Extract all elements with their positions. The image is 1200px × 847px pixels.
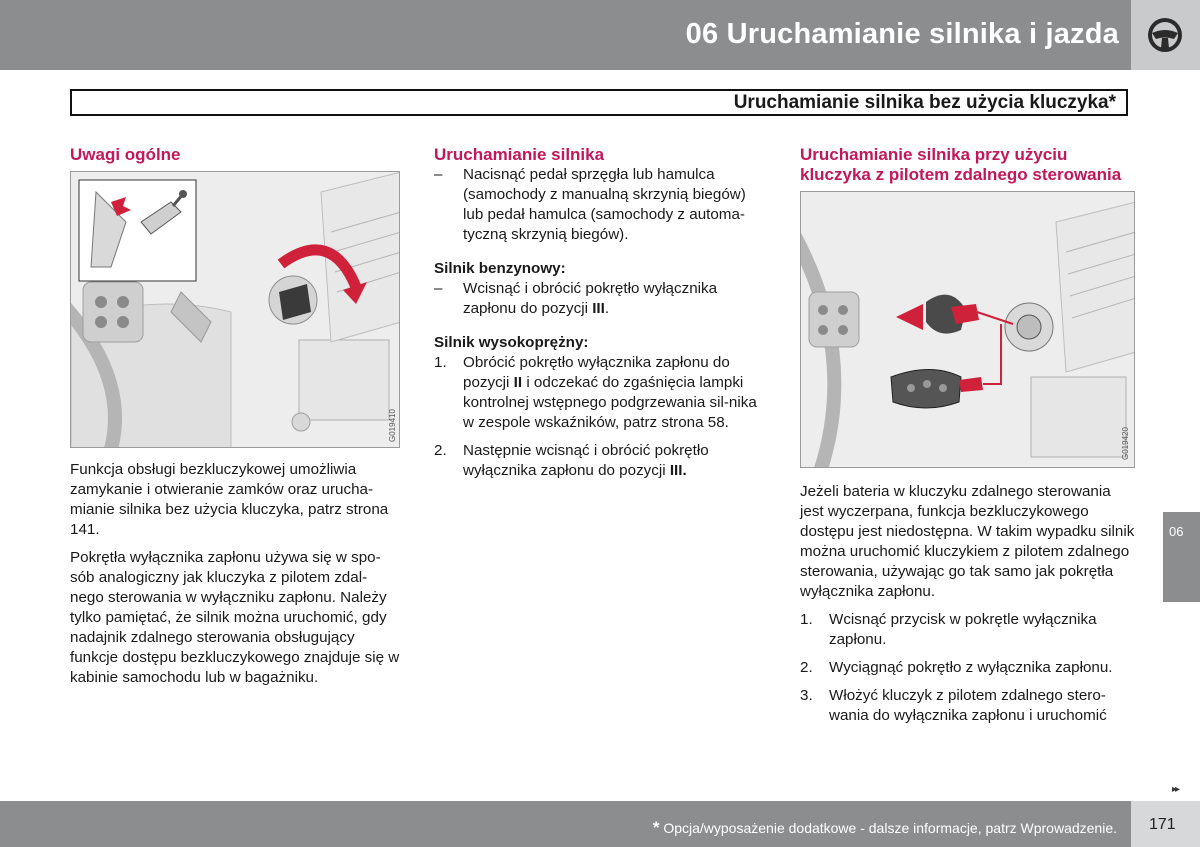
step-text: Wcisnąć i obrócić pokrętło wyłącznika zapłonu do pozycji bbox=[463, 280, 718, 317]
step-text: Wcisnąć przycisk w pokrętle wyłącznika zapłonu. bbox=[829, 611, 1097, 648]
footer-bar bbox=[0, 801, 1131, 847]
steering-wheel-icon bbox=[1146, 16, 1184, 54]
number-marker: 1. bbox=[800, 611, 813, 628]
heading-general-notes: Uwagi ogólne bbox=[70, 145, 181, 164]
number-marker: 2. bbox=[800, 659, 813, 676]
position-label: III. bbox=[669, 462, 687, 479]
step-diesel-2 bbox=[434, 441, 770, 481]
chapter-title: 06 Uruchamianie silnika i jazda bbox=[685, 18, 1119, 50]
column-engine-start bbox=[434, 145, 770, 481]
page-number: 171 bbox=[1149, 816, 1176, 833]
step-text: Włożyć kluczyk z pilotem zdalnego stero-wania do wyłącznika zapłonu i uruchomić bbox=[829, 687, 1107, 724]
column-general-notes bbox=[70, 145, 400, 688]
section-title-box bbox=[70, 89, 1128, 116]
step-text: Wyciągnąć pokrętło z wyłącznika zapłonu. bbox=[829, 659, 1113, 676]
step-text: Nacisnąć pedał sprzęgła lub hamulca (samochody z manualną skrzynią biegów) lub pedał hamulca (samochody z automa-tyczną skrzynią biegów). bbox=[463, 166, 746, 243]
step-diesel-1 bbox=[434, 353, 770, 433]
step-text: Obrócić pokrętło wyłącznika zapłonu do pozycji bbox=[463, 354, 730, 391]
step-petrol bbox=[434, 279, 770, 319]
remote-key-figure bbox=[800, 191, 1135, 468]
step-text-suffix: . bbox=[604, 300, 610, 317]
chapter-side-tab[interactable] bbox=[1163, 512, 1200, 602]
position-label: III bbox=[592, 300, 605, 317]
key-insertion-illustration bbox=[801, 192, 1135, 468]
asterisk-mark: * bbox=[652, 818, 660, 837]
number-marker: 2. bbox=[434, 442, 447, 459]
dash-marker: – bbox=[434, 166, 443, 183]
step-press-pedal bbox=[434, 165, 770, 245]
continue-arrow-icon: ▸▸ bbox=[1172, 784, 1179, 795]
ignition-knob-figure bbox=[70, 171, 400, 448]
step-remote-2 bbox=[800, 658, 1135, 678]
number-marker: 3. bbox=[800, 687, 813, 704]
step-remote-1 bbox=[800, 610, 1135, 650]
footnote bbox=[653, 818, 1117, 838]
heading-petrol-engine: Silnik benzynowy: bbox=[434, 260, 566, 277]
paragraph-ignition-knob: Pokrętła wyłącznika zapłonu używa się w spo-sób analogiczny jak kluczyka z pilotem zdal-nego sterowania w wyłączniku zapłonu. Należy tylko pamiętać, że silnik można uruchomić, gdy nadajnik zdalnego sterowania obsługujący funkcje dostępu bezkluczykowego znajduje się w kabinie samochodu lub w bagażniku. bbox=[70, 549, 400, 686]
paragraph-battery-depleted: Jeżeli bateria w kluczyku zdalnego sterowania jest wyczerpana, funkcja bezkluczykowego dostępu jest niedostępna. W takim wypadku silnik można uruchomić kluczykiem z pilotem zdalnego sterowania, używając go tak samo jak pokrętła wyłącznika zapłonu. bbox=[800, 483, 1135, 600]
figure-code: G019420 bbox=[1121, 427, 1130, 460]
dash-marker: – bbox=[434, 280, 443, 297]
page-number-box bbox=[1131, 801, 1200, 847]
dashboard-ignition-illustration bbox=[71, 172, 400, 448]
section-title: Uruchamianie silnika bez użycia kluczyka* bbox=[733, 92, 1116, 113]
column-remote-key-start bbox=[800, 145, 1135, 726]
chapter-icon-box bbox=[1131, 0, 1200, 70]
step-text-suffix: i odczekać do zgaśnięcia lampki kontrolnej wstępnego podgrzewania sil-nika w zespole wskaźników, patrz strona 58. bbox=[463, 374, 757, 431]
paragraph-keyless-function: Funkcja obsługi bezkluczykowej umożliwia zamykanie i otwieranie zamków oraz urucha-mianie silnika bez użycia kluczyka, patrz strona 141. bbox=[70, 461, 389, 538]
position-label: II bbox=[513, 374, 523, 391]
chapter-header-bar bbox=[0, 0, 1131, 70]
heading-engine-start: Uruchamianie silnika bbox=[434, 145, 605, 164]
number-marker: 1. bbox=[434, 354, 447, 371]
heading-diesel-engine: Silnik wysokoprężny: bbox=[434, 334, 589, 351]
step-remote-3 bbox=[800, 686, 1135, 726]
chapter-side-tab-label: 06 bbox=[1169, 524, 1184, 539]
footnote-text: Opcja/wyposażenie dodatkowe - dalsze informacje, patrz Wprowadzenie. bbox=[659, 820, 1117, 836]
figure-code: G019410 bbox=[388, 409, 397, 442]
heading-remote-key-start: Uruchamianie silnika przy użyciu kluczyka z pilotem zdalnego sterowania bbox=[800, 145, 1122, 184]
step-text: Następnie wcisnąć i obrócić pokrętło wyłącznika zapłonu do pozycji bbox=[463, 442, 709, 479]
